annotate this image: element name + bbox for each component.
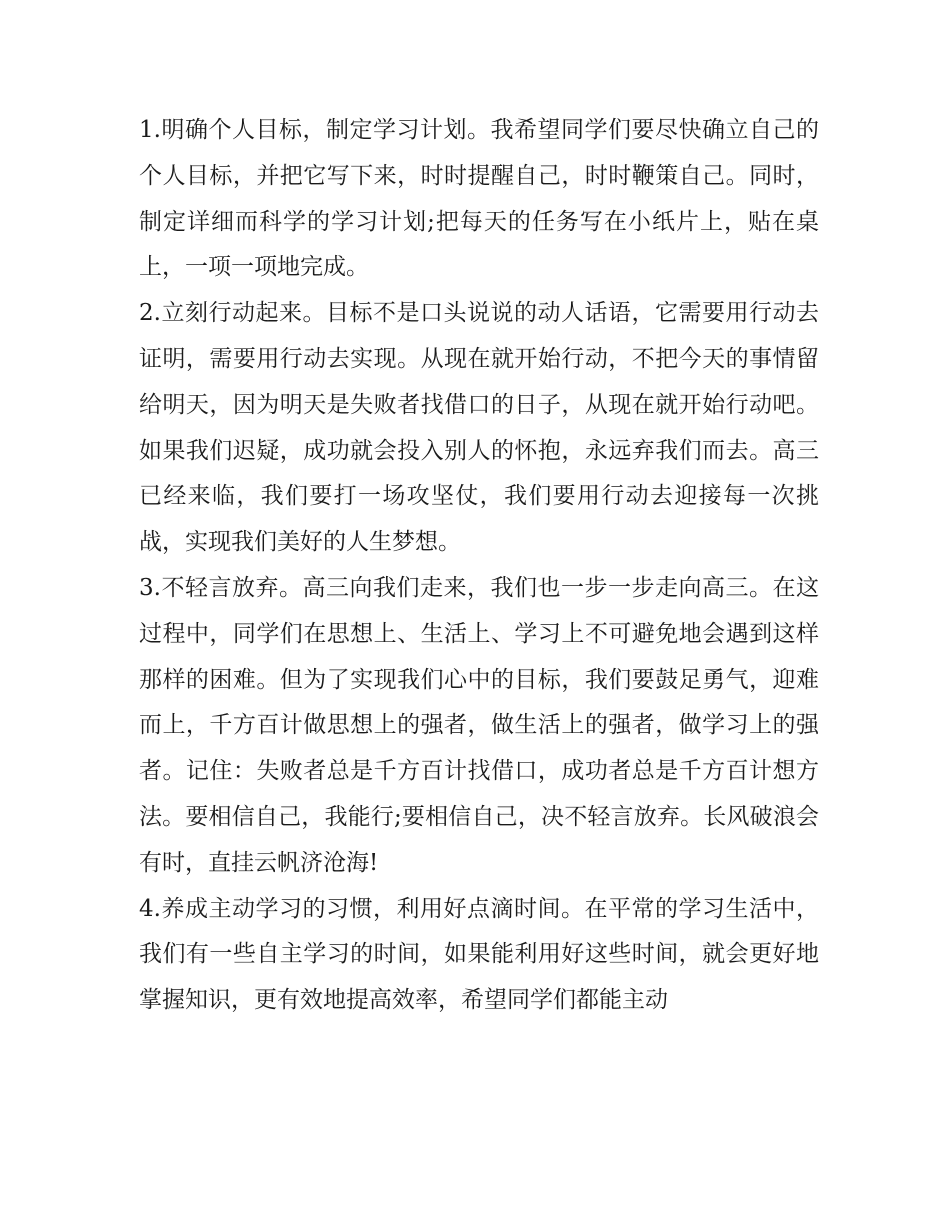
paragraph-2: 2.立刻行动起来。目标不是口头说说的动人话语，它需要用行动去证明，需要用行动去实现。从现在就开始行动，不把今天的事情留给明天，因为明天是失败者找借口的日子，从现在就开始行动吧。如果我们迟疑，成功就会投入别人的怀抱，永远弃我们而去。高三已经来临，我们要打一场攻坚仗，我们要用行动去迎接每一次挑战，实现我们美好的人生梦想。: [139, 300, 819, 556]
paragraph-4: 4.养成主动学习的习惯，利用好点滴时间。在平常的学习生活中，我们有一些自主学习的时间，如果能利用好这些时间，就会更好地掌握知识，更有效地提高效率，希望同学们都能主动: [139, 895, 819, 1014]
paragraph-3: 3.不轻言放弃。高三向我们走来，我们也一步一步走向高三。在这过程中，同学们在思想上、生活上、学习上不可避免地会遇到这样那样的困难。但为了实现我们心中的目标，我们要鼓足勇气，迎难而上，千方百计做思想上的强者，做生活上的强者，做学习上的强者。记住：失败者总是千方百计找借口，成功者总是千方百计想方法。要相信自己，我能行;要相信自己，决不轻言放弃。长风破浪会有时，直挂云帆济沧海!: [139, 574, 819, 876]
document-body: [139, 108, 819, 1024]
paragraph-1: 1.明确个人目标，制定学习计划。我希望同学们要尽快确立自己的个人目标，并把它写下来，时时提醒自己，时时鞭策自己。同时，制定详细而科学的学习计划;把每天的任务写在小纸片上，贴在桌上，一项一项地完成。: [139, 117, 819, 281]
